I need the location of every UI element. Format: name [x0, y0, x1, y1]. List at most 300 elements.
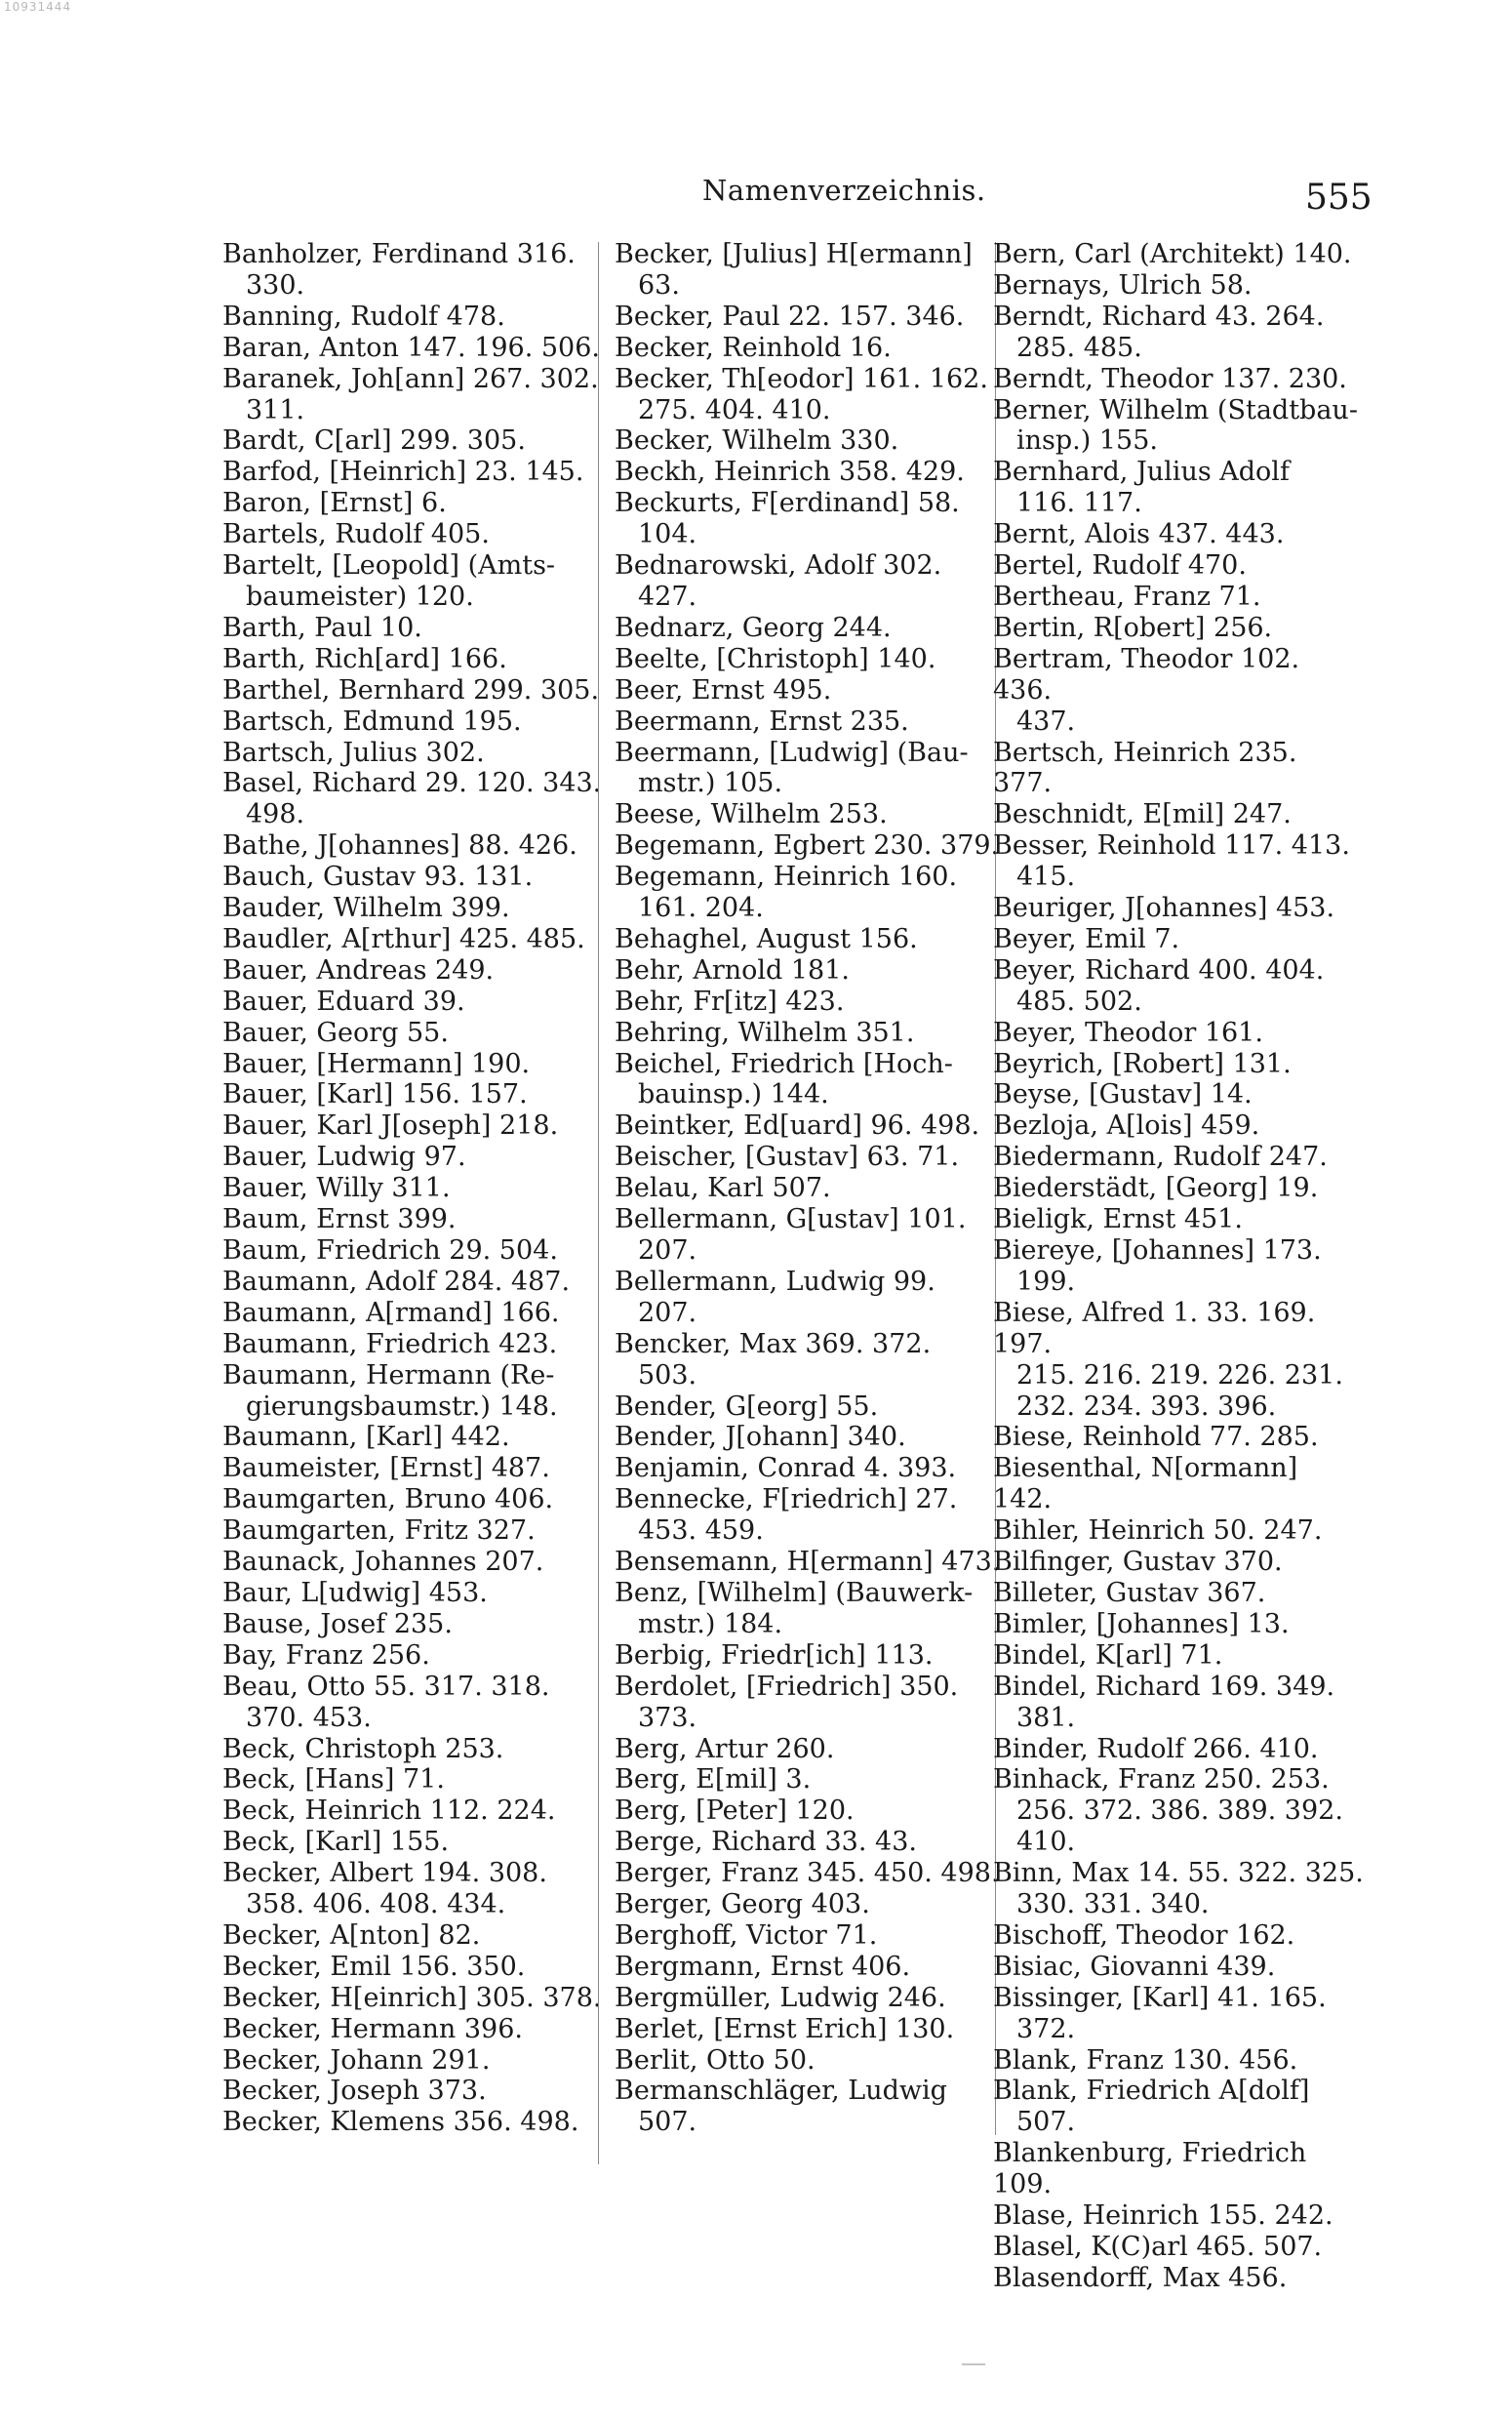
entry-continuation-line: 370. 453. [246, 1702, 372, 1733]
entry-name-line: Berndt, Richard 43. 264. [993, 301, 1325, 332]
index-entry [222, 1920, 620, 1952]
entry-name-line: Baumann, Friedrich 423. [222, 1328, 558, 1359]
index-entry [993, 582, 1364, 613]
entry-name-line: Bertheau, Franz 71. [993, 581, 1261, 612]
entry-name-line: Blank, Franz 130. 456. [993, 2044, 1298, 2076]
index-entry [222, 1640, 620, 1672]
entry-name-line: Beichel, Friedrich [Hoch- [615, 1048, 953, 1079]
entry-name-line: Bernhard, Julius Adolf [993, 457, 1290, 488]
entry-name-line: Berger, Georg 403. [615, 1889, 870, 1920]
index-entry [993, 1609, 1364, 1640]
entry-name-line: Becker, Th[eodor] 161. 162. [615, 363, 988, 394]
index-entry [222, 1764, 620, 1795]
index-entry [222, 1018, 620, 1049]
index-entry [993, 395, 1364, 458]
entry-name-line: Beyer, Theodor 161. [993, 1017, 1263, 1048]
entry-name-line: Banholzer, Ferdinand 316. [222, 239, 576, 269]
entry-name-line: Barfod, [Heinrich] 23. 145. [222, 457, 584, 488]
entry-name-line: Biese, Alfred 1. 33. 169. 197. [993, 1297, 1316, 1359]
entry-name-line: Bartelt, [Leopold] (Amts- [222, 550, 556, 582]
index-entry [993, 239, 1364, 270]
entry-name-line: Becker, Albert 194. 308. [222, 1858, 547, 1889]
entry-continuation-line: baumeister) 120. [246, 581, 474, 612]
index-entry [222, 1515, 620, 1547]
entry-name-line: Banning, Rudolf 478. [222, 301, 505, 332]
entry-name-line: Baumgarten, Bruno 406. [222, 1484, 554, 1515]
index-entry [222, 862, 620, 893]
entry-name-line: Besser, Reinhold 117. 413. [993, 830, 1350, 862]
entry-name-line: Basel, Richard 29. 120. 343. [222, 768, 602, 799]
entry-name-line: Beese, Wilhelm 253. [615, 799, 888, 830]
entry-name-line: Bernays, Ulrich 58. [993, 269, 1253, 301]
index-entry [615, 1392, 1011, 1423]
entry-continuation-line: 372. [1016, 2013, 1076, 2044]
index-entry [993, 1110, 1364, 1142]
entry-name-line: Binn, Max 14. 55. 322. 325. [993, 1858, 1364, 1889]
index-entry [993, 613, 1364, 644]
index-entry [615, 1484, 1011, 1547]
index-entry [615, 239, 1011, 302]
entry-name-line: Blank, Friedrich A[dolf] [993, 2076, 1310, 2107]
entry-continuation-line: 415. [1016, 862, 1076, 893]
entry-name-line: Bertin, R[obert] 256. [993, 612, 1273, 643]
index-entry [993, 1672, 1364, 1734]
entry-name-line: Becker, Paul 22. 157. 346. [615, 301, 965, 332]
index-entry [222, 457, 620, 488]
entry-name-line: Berner, Wilhelm (Stadtbau- [993, 394, 1358, 425]
archive-stamp: 10931444 [4, 0, 72, 14]
index-entry [222, 675, 620, 706]
entry-continuation-line: 256. 372. 386. 389. 392. [1016, 1795, 1343, 1827]
entry-name-line: Binder, Rudolf 266. 410. [993, 1733, 1319, 1764]
entry-name-line: Bezloja, A[lois] 459. [993, 1110, 1260, 1142]
entry-continuation-line: 453. 459. [638, 1515, 764, 1547]
entry-name-line: Biese, Reinhold 77. 285. [993, 1422, 1319, 1453]
index-entry [222, 1734, 620, 1765]
index-entry [222, 1983, 620, 2014]
index-entry [615, 2076, 1011, 2138]
entry-name-line: Bednarowski, Adolf 302. [615, 550, 942, 582]
index-entry [993, 1049, 1364, 1080]
index-entry [222, 924, 620, 955]
entry-name-line: Blasendorff, Max 456. [993, 2262, 1288, 2293]
index-entry [993, 1018, 1364, 1049]
index-entry [615, 830, 1011, 862]
index-entry [222, 1858, 620, 1920]
entry-name-line: Bergmann, Ernst 406. [615, 1951, 911, 1982]
index-entry [615, 364, 1011, 426]
index-entry [993, 1952, 1364, 1983]
index-entry [615, 1204, 1011, 1267]
entry-name-line: Bihler, Heinrich 50. 247. [993, 1515, 1323, 1547]
entry-continuation-line: gierungsbaumstr.) 148. [246, 1391, 558, 1422]
index-entry [993, 1079, 1364, 1110]
entry-name-line: Binhack, Franz 250. 253. [993, 1764, 1330, 1795]
entry-name-line: Bauer, Andreas 249. [222, 954, 495, 986]
entry-continuation-line: 485. 502. [1016, 986, 1142, 1017]
entry-name-line: Bergmüller, Ludwig 246. [615, 1982, 946, 2013]
index-entry [993, 1204, 1364, 1235]
index-entry [222, 738, 620, 769]
entry-name-line: Bardt, C[arl] 299. 305. [222, 425, 526, 457]
entry-name-line: Bertsch, Heinrich 235. 377. [993, 737, 1297, 799]
entry-continuation-line: mstr.) 184. [638, 1608, 783, 1639]
entry-name-line: Berdolet, [Friedrich] 350. [615, 1671, 959, 1702]
index-entry [993, 1453, 1364, 1515]
index-entry [615, 1578, 1011, 1640]
index-entry [615, 1142, 1011, 1173]
entry-name-line: Bause, Josef 235. [222, 1608, 453, 1639]
entry-name-line: Benz, [Wilhelm] (Bauwerk- [615, 1577, 974, 1608]
entry-continuation-line: 358. 406. 408. 434. [246, 1889, 506, 1920]
entry-name-line: Becker, Johann 291. [222, 2044, 491, 2076]
index-entry [993, 1235, 1364, 1298]
index-entry [222, 1267, 620, 1298]
index-entry [993, 924, 1364, 955]
index-entry [615, 1952, 1011, 1983]
entry-name-line: Beyse, [Gustav] 14. [993, 1079, 1253, 1110]
entry-continuation-line: 104. [638, 519, 697, 550]
entry-name-line: Bay, Franz 256. [222, 1639, 430, 1671]
index-entry [993, 1734, 1364, 1765]
entry-name-line: Bernt, Alois 437. 443. [993, 519, 1285, 550]
entry-name-line: Belau, Karl 507. [615, 1173, 831, 1204]
index-column-3 [993, 239, 1364, 2294]
entry-name-line: Berge, Richard 33. 43. [615, 1827, 917, 1858]
entry-continuation-line: 503. [638, 1359, 697, 1391]
entry-name-line: Beuriger, J[ohannes] 453. [993, 893, 1335, 924]
entry-name-line: Behring, Wilhelm 351. [615, 1017, 915, 1048]
index-entry [993, 302, 1364, 364]
index-entry [993, 457, 1364, 519]
index-entry [222, 830, 620, 862]
entry-name-line: Becker, Hermann 396. [222, 2013, 523, 2044]
index-entry [222, 519, 620, 550]
entry-continuation-line: 330. 331. 340. [1016, 1889, 1210, 1920]
entry-name-line: Barth, Rich[ard] 166. [222, 643, 507, 674]
index-entry [993, 1983, 1364, 2045]
entry-continuation-line: 437. [1016, 706, 1076, 737]
index-entry [615, 457, 1011, 488]
entry-name-line: Behr, Arnold 181. [615, 954, 850, 986]
entry-continuation-line: 427. [638, 581, 697, 612]
index-entry [222, 1204, 620, 1235]
entry-name-line: Bathe, J[ohannes] 88. 426. [222, 830, 577, 862]
index-entry [222, 425, 620, 457]
entry-name-line: Bindel, K[arl] 71. [993, 1639, 1223, 1671]
entry-name-line: Bencker, Max 369. 372. [615, 1328, 932, 1359]
index-entry [222, 1453, 620, 1484]
entry-continuation-line: 507. [638, 2107, 697, 2138]
entry-name-line: Bauer, Ludwig 97. [222, 1142, 466, 1173]
index-entry [222, 1110, 620, 1142]
entry-name-line: Beck, Heinrich 112. 224. [222, 1795, 556, 1827]
index-entry [615, 425, 1011, 457]
entry-name-line: Blankenburg, Friedrich 109. [993, 2138, 1307, 2200]
index-entry [615, 613, 1011, 644]
index-entry [615, 987, 1011, 1018]
index-entry [222, 1329, 620, 1360]
entry-name-line: Behr, Fr[itz] 423. [615, 986, 845, 1017]
entry-continuation-line: 63. [638, 269, 680, 301]
entry-name-line: Baumann, A[rmand] 166. [222, 1297, 560, 1328]
entry-name-line: Beck, [Hans] 71. [222, 1764, 445, 1795]
index-entry [222, 1672, 620, 1734]
entry-name-line: Bissinger, [Karl] 41. 165. [993, 1982, 1327, 2013]
entry-name-line: Beckh, Heinrich 358. 429. [615, 457, 965, 488]
entry-name-line: Bauer, [Karl] 156. 157. [222, 1079, 528, 1110]
entry-name-line: Bartels, Rudolf 405. [222, 519, 490, 550]
index-entry [615, 302, 1011, 333]
index-entry [615, 1983, 1011, 2014]
entry-name-line: Beyrich, [Robert] 131. [993, 1048, 1292, 1079]
index-entry [993, 2045, 1364, 2077]
entry-continuation-line: 507. [1016, 2107, 1076, 2138]
entry-name-line: Bindel, Richard 169. 349. [993, 1671, 1335, 1702]
entry-continuation-line: 215. 216. 219. 226. 231. [1016, 1359, 1343, 1391]
index-entry [222, 333, 620, 364]
index-entry [615, 799, 1011, 830]
index-entry [993, 1920, 1364, 1952]
index-entry [615, 1329, 1011, 1392]
entry-name-line: Beintker, Ed[uard] 96. 498. [615, 1110, 980, 1142]
index-entry [993, 1142, 1364, 1173]
index-entry [993, 1515, 1364, 1547]
entry-name-line: Baudler, A[rthur] 425. 485. [222, 923, 585, 954]
entry-name-line: Berghoff, Victor 71. [615, 1919, 878, 1951]
entry-continuation-line: 285. 485. [1016, 332, 1142, 363]
index-entry [615, 488, 1011, 550]
entry-name-line: Bauch, Gustav 93. 131. [222, 862, 534, 893]
index-entry [615, 1422, 1011, 1453]
index-entry [222, 488, 620, 519]
index-entry [222, 955, 620, 987]
entry-name-line: Beer, Ernst 495. [615, 674, 832, 706]
entry-name-line: Bauer, Karl J[oseph] 218. [222, 1110, 559, 1142]
entry-continuation-line: 275. 404. 410. [638, 394, 831, 425]
entry-name-line: Bisiac, Giovanni 439. [993, 1951, 1276, 1982]
index-entry [993, 364, 1364, 395]
entry-name-line: Biederstädt, [Georg] 19. [993, 1173, 1319, 1204]
index-entry [615, 1795, 1011, 1827]
index-entry [222, 302, 620, 333]
entry-name-line: Bednarz, Georg 244. [615, 612, 892, 643]
entry-name-line: Bender, J[ohann] 340. [615, 1422, 906, 1453]
index-entry [615, 1018, 1011, 1049]
entry-name-line: Berg, Artur 260. [615, 1733, 835, 1764]
entry-name-line: Begemann, Heinrich 160. [615, 862, 958, 893]
entry-name-line: Baunack, Johannes 207. [222, 1547, 544, 1578]
index-entry [222, 2076, 620, 2107]
index-entry [222, 1422, 620, 1453]
entry-name-line: Berg, E[mil] 3. [615, 1764, 812, 1795]
entry-name-line: Beyer, Richard 400. 404. [993, 954, 1325, 986]
entry-name-line: Bieligk, Ernst 451. [993, 1204, 1243, 1235]
index-entry [993, 738, 1364, 800]
entry-name-line: Bauer, Georg 55. [222, 1017, 449, 1048]
entry-name-line: Baum, Ernst 399. [222, 1204, 457, 1235]
entry-name-line: Baumann, Hermann (Re- [222, 1359, 555, 1391]
index-entry [993, 1173, 1364, 1204]
entry-name-line: Baumgarten, Fritz 327. [222, 1515, 536, 1547]
entry-name-line: Biesenthal, N[ormann] 142. [993, 1453, 1298, 1515]
index-entry [615, 1889, 1011, 1920]
index-entry [993, 550, 1364, 582]
index-entry [222, 1827, 620, 1858]
entry-continuation-line: 232. 234. 393. 396. [1016, 1391, 1277, 1422]
index-entry [615, 1453, 1011, 1484]
entry-name-line: Beermann, Ernst 235. [615, 706, 909, 737]
entry-name-line: Berger, Franz 345. 450. 498. [615, 1858, 1000, 1889]
entry-name-line: Barthel, Bernhard 299. 305. [222, 674, 600, 706]
entry-name-line: Bellermann, G[ustav] 101. [615, 1204, 967, 1235]
entry-name-line: Blasel, K(C)arl 465. 507. [993, 2232, 1323, 2262]
index-entry [222, 613, 620, 644]
index-entry [222, 1609, 620, 1640]
entry-name-line: Baur, L[udwig] 453. [222, 1577, 488, 1608]
index-entry [222, 893, 620, 924]
index-entry [993, 1640, 1364, 1672]
entry-name-line: Becker, Wilhelm 330. [615, 425, 899, 457]
index-entry [993, 799, 1364, 830]
entry-continuation-line: 199. [1016, 1266, 1076, 1297]
entry-name-line: Becker, Klemens 356. 498. [222, 2107, 579, 2138]
entry-name-line: Beyer, Emil 7. [993, 923, 1180, 954]
entry-name-line: Bertel, Rudolf 470. [993, 550, 1247, 582]
index-entry [222, 1547, 620, 1578]
entry-name-line: Bern, Carl (Architekt) 140. [993, 239, 1352, 269]
entry-name-line: Becker, A[nton] 82. [222, 1919, 481, 1951]
index-entry [993, 1547, 1364, 1578]
index-entry [993, 1578, 1364, 1609]
index-entry [222, 2045, 620, 2077]
index-entry [993, 830, 1364, 893]
entry-name-line: Bartsch, Edmund 195. [222, 706, 522, 737]
index-entry [615, 1734, 1011, 1765]
entry-name-line: Barth, Paul 10. [222, 612, 422, 643]
entry-name-line: Beermann, [Ludwig] (Bau- [615, 737, 969, 768]
index-entry [615, 738, 1011, 800]
index-entry [993, 2138, 1364, 2200]
index-entry [993, 1764, 1364, 1858]
entry-continuation-line: 330. [246, 269, 305, 301]
entry-name-line: Bertram, Theodor 102. 436. [993, 643, 1300, 706]
entry-name-line: Bauer, [Hermann] 190. [222, 1048, 531, 1079]
entry-name-line: Bauer, Eduard 39. [222, 986, 465, 1017]
entry-name-line: Benjamin, Conrad 4. 393. [615, 1453, 957, 1484]
index-entry [993, 2263, 1364, 2294]
entry-name-line: Bauder, Wilhelm 399. [222, 893, 510, 924]
index-entry [993, 1858, 1364, 1920]
entry-name-line: Baumeister, [Ernst] 487. [222, 1453, 550, 1484]
entry-name-line: Becker, H[einrich] 305. 378. [222, 1982, 602, 2013]
entry-name-line: Beck, Christoph 253. [222, 1733, 504, 1764]
index-entry [615, 862, 1011, 924]
entry-name-line: Berlet, [Ernst Erich] 130. [615, 2013, 955, 2044]
index-entry [222, 1360, 620, 1423]
entry-name-line: Baron, [Ernst] 6. [222, 488, 447, 519]
index-entry [222, 1484, 620, 1515]
index-entry [222, 239, 620, 302]
entry-name-line: Bilfinger, Gustav 370. [993, 1547, 1283, 1578]
entry-continuation-line: 207. [638, 1235, 697, 1266]
index-entry [222, 987, 620, 1018]
entry-name-line: Becker, Reinhold 16. [615, 332, 892, 363]
entry-continuation-line: 116. 117. [1016, 488, 1142, 519]
entry-name-line: Blase, Heinrich 155. 242. [993, 2200, 1333, 2232]
running-header: Namenverzeichnis. [702, 174, 986, 207]
index-entry [615, 2045, 1011, 2077]
index-entry [993, 893, 1364, 924]
index-entry [615, 1827, 1011, 1858]
index-entry [993, 2232, 1364, 2263]
index-entry [222, 1795, 620, 1827]
index-entry [993, 2200, 1364, 2232]
entry-name-line: Beck, [Karl] 155. [222, 1827, 450, 1858]
index-entry [222, 706, 620, 738]
index-entry [993, 1298, 1364, 1423]
entry-name-line: Biedermann, Rudolf 247. [993, 1142, 1328, 1173]
entry-name-line: Bimler, [Johannes] 13. [993, 1608, 1290, 1639]
entry-name-line: Berlit, Otto 50. [615, 2044, 816, 2076]
entry-name-line: Baum, Friedrich 29. 504. [222, 1235, 558, 1266]
entry-name-line: Bender, G[eorg] 55. [615, 1391, 879, 1422]
index-entry [615, 550, 1011, 613]
index-entry [615, 1858, 1011, 1889]
index-entry [222, 1079, 620, 1110]
index-entry [222, 1952, 620, 1983]
index-entry [615, 2014, 1011, 2045]
entry-name-line: Bischoff, Theodor 162. [993, 1919, 1295, 1951]
index-entry [222, 768, 620, 830]
index-entry [222, 1578, 620, 1609]
index-entry [993, 1422, 1364, 1453]
index-entry [615, 1920, 1011, 1952]
entry-name-line: Baumann, [Karl] 442. [222, 1422, 510, 1453]
index-entry [615, 333, 1011, 364]
entry-name-line: Biereye, [Johannes] 173. [993, 1235, 1322, 1266]
footer-mark [962, 2363, 985, 2365]
entry-name-line: Bennecke, F[riedrich] 27. [615, 1484, 958, 1515]
index-entry [222, 2107, 620, 2138]
index-entry [615, 1173, 1011, 1204]
entry-name-line: Beckurts, F[erdinand] 58. [615, 488, 960, 519]
entry-continuation-line: mstr.) 105. [638, 768, 783, 799]
page-number: 555 [1305, 178, 1373, 218]
index-entry [993, 644, 1364, 738]
entry-continuation-line: 381. [1016, 1702, 1076, 1733]
index-entry [222, 1298, 620, 1329]
index-entry [615, 675, 1011, 706]
index-entry [222, 1235, 620, 1267]
index-entry [615, 644, 1011, 675]
index-entry [615, 706, 1011, 738]
entry-name-line: Baumann, Adolf 284. 487. [222, 1266, 571, 1297]
entry-name-line: Bellermann, Ludwig 99. [615, 1266, 935, 1297]
entry-continuation-line: 311. [246, 394, 305, 425]
entry-name-line: Beelte, [Christoph] 140. [615, 643, 936, 674]
index-entry [615, 924, 1011, 955]
entry-name-line: Berbig, Friedr[ich] 113. [615, 1639, 934, 1671]
entry-continuation-line: 498. [246, 799, 305, 830]
entry-continuation-line: 207. [638, 1297, 697, 1328]
entry-name-line: Becker, Emil 156. 350. [222, 1951, 526, 1982]
entry-name-line: Bermanschläger, Ludwig [615, 2076, 947, 2107]
index-entry [993, 2076, 1364, 2138]
entry-name-line: Beischer, [Gustav] 63. 71. [615, 1142, 960, 1173]
entry-continuation-line: 373. [638, 1702, 697, 1733]
index-entry [222, 1142, 620, 1173]
